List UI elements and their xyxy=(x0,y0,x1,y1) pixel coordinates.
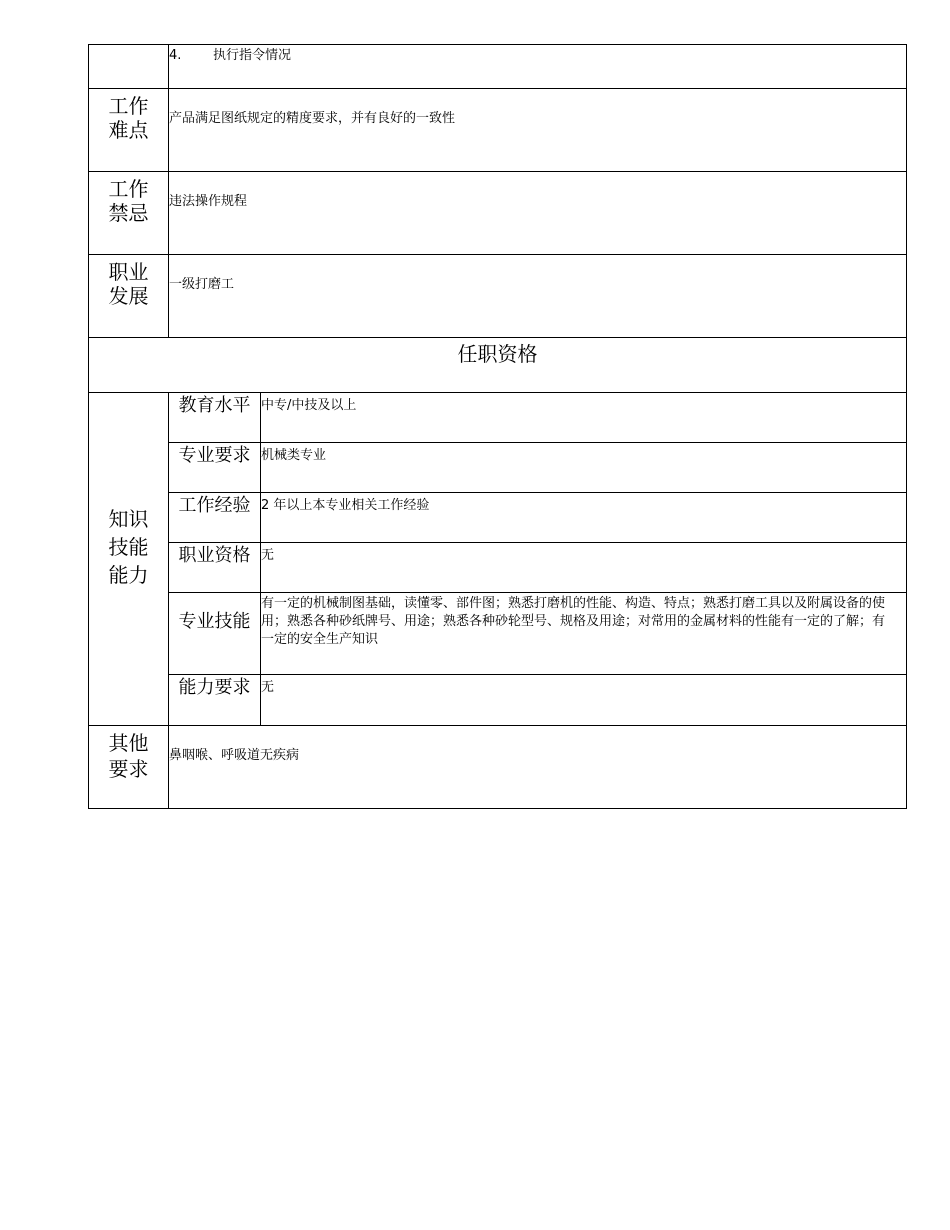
qualification-title: 任职资格 xyxy=(457,342,538,366)
job-description-table xyxy=(88,44,907,809)
experience-label-cell xyxy=(168,492,261,543)
qualification-title-cell xyxy=(88,337,907,393)
difficulty-content-cell xyxy=(168,88,907,172)
certification-label-cell xyxy=(168,542,261,593)
major-label: 专业要求 xyxy=(178,445,251,466)
taboo-label-line2: 禁忌 xyxy=(108,201,149,225)
skills-value-cell xyxy=(260,592,907,675)
taboo-content: 违法操作规程 xyxy=(169,194,248,209)
ability-value: 无 xyxy=(261,680,275,695)
skills-label: 专业技能 xyxy=(178,611,251,632)
other-content: 鼻咽喉、呼吸道无疾病 xyxy=(169,748,300,763)
difficulty-label-line1: 工作 xyxy=(108,94,149,118)
difficulty-label-cell xyxy=(88,88,169,172)
instructions-label-cell xyxy=(88,44,169,89)
experience-value: 2 年以上本专业相关工作经验 xyxy=(261,498,430,513)
other-label-line2: 要求 xyxy=(108,757,149,781)
other-content-cell xyxy=(168,725,907,809)
education-label: 教育水平 xyxy=(178,395,251,416)
career-label-line2: 发展 xyxy=(108,284,149,308)
taboo-content-cell xyxy=(168,171,907,255)
education-value: 中专/中技及以上 xyxy=(261,398,357,413)
ability-label: 能力要求 xyxy=(178,677,251,698)
qualification-group-label-cell xyxy=(88,392,169,726)
difficulty-content: 产品满足图纸规定的精度要求，并有良好的一致性 xyxy=(169,111,456,126)
career-content-cell xyxy=(168,254,907,338)
certification-value-cell xyxy=(260,542,907,593)
skills-label-cell xyxy=(168,592,261,675)
experience-label: 工作经验 xyxy=(178,495,251,516)
taboo-label-line1: 工作 xyxy=(108,177,149,201)
qualification-group-label-line2: 技能 xyxy=(108,535,149,559)
qualification-group-label-line3: 能力 xyxy=(108,563,149,587)
instructions-text: 执行指令情况 xyxy=(213,48,292,63)
qualification-group-label-line1: 知识 xyxy=(108,507,149,531)
taboo-label-cell xyxy=(88,171,169,255)
education-value-cell xyxy=(260,392,907,443)
instructions-content-cell xyxy=(168,44,907,89)
career-content: 一级打磨工 xyxy=(169,277,235,292)
instructions-number: 4. xyxy=(169,48,182,63)
ability-label-cell xyxy=(168,674,261,726)
other-label-line1: 其他 xyxy=(108,731,149,755)
major-value-cell xyxy=(260,442,907,493)
certification-value: 无 xyxy=(261,548,275,563)
difficulty-label-line2: 难点 xyxy=(108,118,149,142)
career-label-line1: 职业 xyxy=(108,260,149,284)
certification-label: 职业资格 xyxy=(178,545,251,566)
other-label-cell xyxy=(88,725,169,809)
education-label-cell xyxy=(168,392,261,443)
career-label-cell xyxy=(88,254,169,338)
ability-value-cell xyxy=(260,674,907,726)
major-value: 机械类专业 xyxy=(261,448,327,463)
major-label-cell xyxy=(168,442,261,493)
skills-value: 有一定的机械制图基础，读懂零、部件图；熟悉打磨机的性能、构造、特点；熟悉打磨工具以及附属设备的使用；熟悉各种砂纸牌号、用途；熟悉各种砂轮型号、规格及用途；对常用的金属材料的性能有一定的了解；有一定的安全生产知识 xyxy=(261,596,886,647)
experience-value-cell xyxy=(260,492,907,543)
